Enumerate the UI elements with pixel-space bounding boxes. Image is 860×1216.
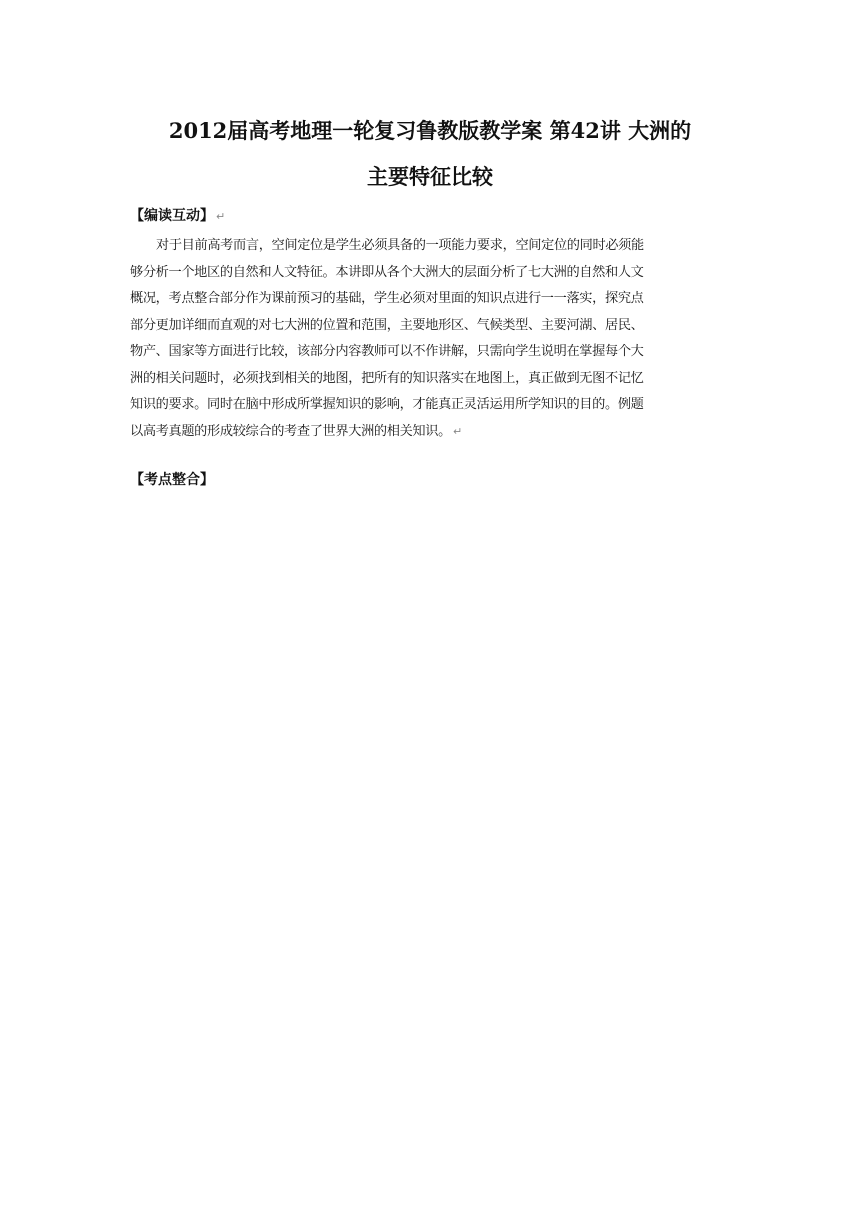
paragraph-line: 部分更加详细而直观的对七大洲的位置和范围，主要地形区、气候类型、主要河湖、居民、 — [130, 317, 644, 333]
section-heading-editor-interaction — [130, 205, 225, 225]
paragraph-line-text: 以高考真题的形成较综合的考查了世界大洲的相关知识。 — [130, 423, 451, 439]
section-heading-key-points: 【考点整合】 — [130, 472, 214, 488]
paragraph-line-last — [130, 419, 740, 446]
paragraph-return-icon: ↵ — [216, 210, 226, 223]
paragraph-line: 知识的要求。同时在脑中形成所掌握知识的影响，才能真正灵活运用所学知识的目的。例题 — [130, 397, 644, 412]
paragraph-line: 够分析一个地区的自然和人文特征。本讲即从各个大洲大的层面分析了七大洲的自然和人文 — [130, 264, 644, 280]
paragraph-line: 物产、国家等方面进行比较，该部分内容教师可以不作讲解，只需向学生说明在掌握每个大 — [130, 344, 644, 359]
section-heading-text: 【编读互动】 — [130, 208, 214, 224]
paragraph-line: 对于目前高考而言，空间定位是学生必须具备的一项能力要求，空间定位的同时必须能 — [156, 238, 644, 253]
paragraph-line: 概况，考点整合部分作为课前预习的基础，学生必须对里面的知识点进行一一落实，探究点 — [130, 291, 644, 306]
intro-paragraph — [130, 233, 740, 445]
document-title — [100, 108, 760, 200]
title-line-2: 主要特征比较 — [367, 164, 493, 189]
paragraph-return-icon: ↵ — [452, 424, 462, 438]
title-line-1: 2012届高考地理一轮复习鲁教版教学案 第42讲 大洲的 — [168, 118, 692, 143]
paragraph-line: 洲的相关问题时，必须找到相关的地图，把所有的知识落实在地图上，真正做到无图不记忆 — [130, 370, 644, 386]
